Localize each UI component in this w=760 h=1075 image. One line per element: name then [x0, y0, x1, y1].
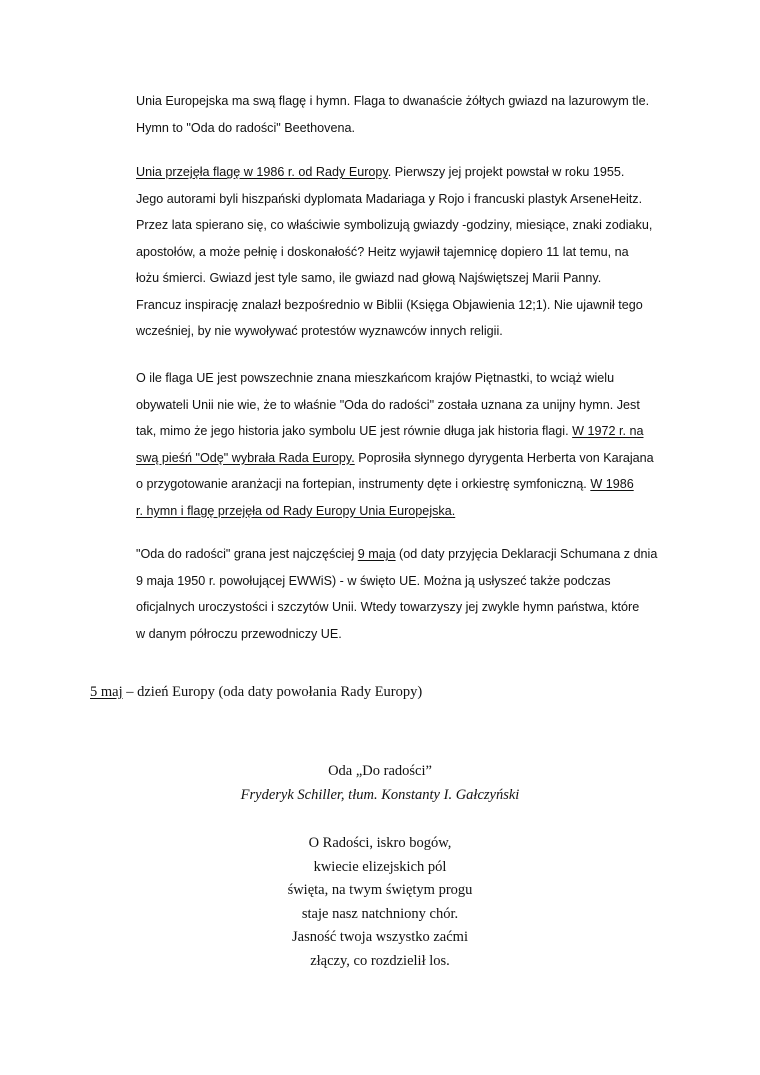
- text-fragment: (od daty przyjęcia Deklaracji Schumana z dnia: [395, 547, 658, 561]
- underlined-text: Unia przejęła flagę w 1986 r. od Rady Europy: [136, 165, 388, 179]
- europe-day-line: [90, 684, 422, 701]
- text-fragment: – dzień Europy (oda daty powołania Rady Europy): [122, 684, 423, 700]
- text-line: oficjalnych uroczystości i szczytów Unii. Wtedy towarzyszy jej zwykle hymn państwa, które: [136, 600, 640, 614]
- poem-line: złączy, co rozdzielił los.: [310, 952, 450, 969]
- underlined-text: r. hymn i flagę przejęła od Rady Europy Unia Europejska.: [136, 503, 456, 518]
- poem-author: Fryderyk Schiller, tłum. Konstanty I. Gałczyński: [240, 787, 520, 803]
- text-fragment: . Pierwszy jej projekt powstał w roku 1955.: [387, 165, 625, 179]
- poem-line: kwiecie elizejskich pól: [313, 858, 447, 875]
- text-line: [136, 159, 696, 186]
- text-fragment: "Oda do radości" grana jest najczęściej: [136, 547, 358, 561]
- text-line: Przez lata spierano się, co właściwie symbolizują gwiazdy -godziny, miesiące, znaki zodiaku,: [136, 218, 653, 232]
- text-line: apostołów, a może pełnię i doskonałość? Heitz wyjawił tajemnicę dopiero 11 lat temu, na: [136, 244, 629, 259]
- poem-line: O Radości, iskro bogów,: [308, 835, 452, 851]
- text-fragment: Poprosiła słynnego dyrygenta Herberta von Karajana: [354, 450, 654, 465]
- text-line: w danym półroczu przewodniczy UE.: [136, 626, 342, 641]
- poem-line: staje nasz natchniony chór.: [301, 905, 459, 922]
- text-line: O ile flaga UE jest powszechnie znana mieszkańcom krajów Piętnastki, to wciąż wielu: [136, 371, 615, 385]
- anthem-usage-paragraph: [136, 541, 696, 647]
- text-fragment: o przygotowanie aranżacji na fortepian, instrumenty dęte i orkiestrę symfoniczną.: [136, 477, 591, 491]
- underlined-text: 5 maj: [90, 684, 123, 700]
- text-line: Hymn to "Oda do radości" Beethovena.: [136, 120, 355, 135]
- anthem-history-paragraph: [136, 365, 696, 524]
- poem-line: święta, na twym świętym progu: [287, 882, 473, 899]
- poem-line: Jasność twoja wszystko zaćmi: [292, 929, 468, 946]
- text-line: obywateli Unii nie wie, że to właśnie "Oda do radości" została uznana za unijny hymn. Jest: [136, 397, 640, 412]
- poem-body: [0, 832, 760, 974]
- underlined-text: W 1972 r. na: [572, 424, 644, 438]
- text-line: wcześniej, by nie wywoływać protestów wyznawców innych religii.: [136, 324, 503, 338]
- text-line: [136, 471, 696, 498]
- underlined-text: W 1986: [590, 477, 634, 491]
- text-line: 9 maja 1950 r. powołującej EWWiS) - w święto UE. Można ją usłyszeć także podczas: [136, 573, 611, 588]
- text-line: Unia Europejska ma swą flagę i hymn. Flaga to dwanaście żółtych gwiazd na lazurowym tle.: [136, 94, 650, 108]
- text-line: Francuz inspirację znalazł bezpośrednio w Biblii (Księga Objawienia 12;1). Nie ujawnił tego: [136, 297, 643, 312]
- flag-history-paragraph: [136, 159, 696, 345]
- text-line: [136, 418, 696, 445]
- text-line: Jego autorami byli hiszpański dyplomata Madariaga y Rojo i francuski plastyk ArseneHeitz.: [136, 191, 643, 206]
- intro-paragraph: [136, 88, 696, 141]
- underlined-text: 9 maja: [357, 547, 396, 561]
- text-line: łożu śmierci. Gwiazd jest tyle samo, ile gwiazd nad głową Najświętszej Marii Panny.: [136, 271, 602, 285]
- text-line: [136, 541, 696, 568]
- text-fragment: tak, mimo że jego historia jako symbolu UE jest równie długa jak historia flagi.: [136, 424, 573, 438]
- poem-title: Oda „Do radości”: [328, 763, 432, 779]
- text-line: [136, 445, 696, 472]
- poem-header: [0, 759, 760, 807]
- underlined-text: swą pieśń "Odę" wybrała Rada Europy.: [136, 450, 355, 465]
- text-line: [136, 498, 696, 525]
